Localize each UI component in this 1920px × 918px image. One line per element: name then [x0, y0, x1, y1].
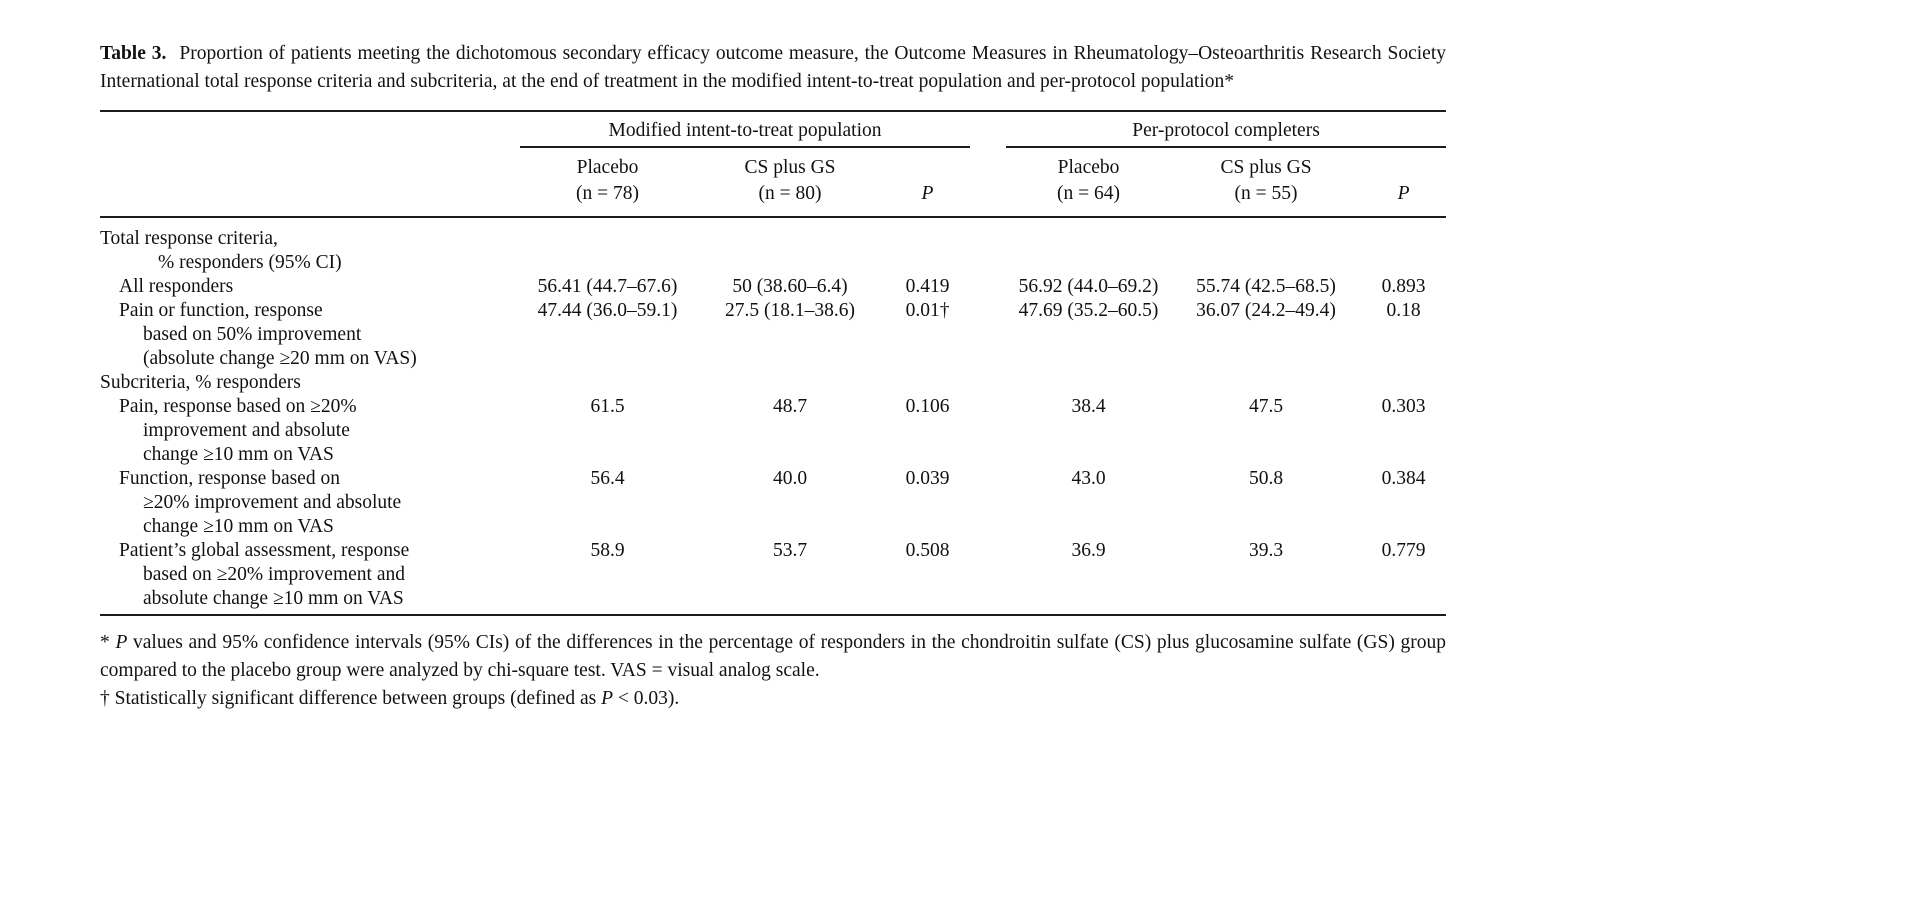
row-label: [100, 275, 520, 299]
row-label: [100, 371, 520, 395]
row-label-line: Subcriteria, % responders: [100, 372, 301, 393]
cell-value: [885, 217, 970, 275]
cell-spacer: [970, 299, 1006, 371]
column-header-label: Placebo: [1057, 157, 1120, 178]
cell-value: 0.779: [1361, 539, 1446, 615]
cell-value: 47.44 (36.0–59.1): [537, 300, 678, 321]
cell-value: 0.039: [905, 468, 950, 489]
cell-value: 43.0: [1071, 468, 1106, 489]
row-label-line: Pain, response based on ≥20%: [119, 396, 357, 417]
cell-value: 61.5: [590, 396, 625, 417]
footnote-text: † Statistically significant difference between groups (defined as: [100, 688, 602, 709]
footnote-text: < 0.03).: [612, 688, 680, 709]
row-label: [100, 299, 520, 371]
cell-value: 58.9: [520, 539, 695, 615]
cell-value: 53.7: [695, 539, 885, 615]
row-label-line: absolute change ≥10 mm on VAS: [143, 588, 404, 609]
table-body: [100, 217, 1446, 615]
row-label: [100, 217, 520, 275]
table-row: [100, 467, 1446, 539]
cell-value: 56.92 (44.0–69.2): [1018, 276, 1159, 297]
cell-value: [885, 371, 970, 395]
table-caption-label: Table 3.: [100, 43, 167, 64]
column-header-label: Placebo: [576, 157, 639, 178]
cell-value: [1006, 371, 1171, 395]
cell-value: 36.07 (24.2–49.4): [1196, 300, 1336, 321]
column-header-pp-p: [1361, 147, 1446, 217]
cell-spacer: [970, 395, 1006, 467]
cell-spacer: [970, 467, 1006, 539]
group-header-spacer: [970, 111, 1006, 147]
row-label-line: change ≥10 mm on VAS: [143, 516, 334, 537]
cell-value: 0.419: [905, 276, 950, 297]
cell-value: [1361, 371, 1446, 395]
row-label-line: % responders (95% CI): [158, 252, 342, 273]
row-label-line: improvement and absolute: [143, 420, 350, 441]
cell-value: 36.9: [1006, 539, 1171, 615]
group-header-empty-cell: [100, 111, 520, 147]
cell-value: 47.69 (35.2–60.5): [1018, 300, 1159, 321]
row-label: [100, 467, 520, 539]
column-header-n: (n = 78): [576, 183, 639, 204]
cell-value: 38.4: [1071, 396, 1106, 417]
row-label-line: based on 50% improvement: [143, 324, 362, 345]
cell-spacer: [970, 539, 1006, 615]
cell-value: 56.4: [590, 468, 625, 489]
column-header-spacer: [970, 147, 1006, 217]
row-label: [100, 395, 520, 467]
table-row: [100, 371, 1446, 395]
cell-value: [695, 371, 885, 395]
cell-value: [1171, 371, 1361, 395]
column-header-empty-cell: [100, 147, 520, 217]
column-header-mitt-placebo: [520, 147, 695, 217]
column-header-pp-placebo: [1006, 147, 1171, 217]
column-header-label: CS plus GS: [1220, 157, 1312, 178]
cell-value: [1171, 217, 1361, 275]
row-label-line: Patient’s global assessment, response: [119, 540, 410, 561]
footnote-text: *: [100, 632, 116, 653]
column-header-mitt-p: [885, 147, 970, 217]
table-row: [100, 299, 1446, 371]
table-row: [100, 275, 1446, 299]
cell-value: 27.5 (18.1–38.6): [725, 300, 855, 321]
table-footnotes: [100, 629, 1446, 713]
column-header-mitt-cs-gs: [695, 147, 885, 217]
cell-value: [1006, 217, 1171, 275]
footnote-italic-term: P: [115, 632, 128, 653]
row-label-line: All responders: [119, 276, 234, 297]
cell-value: 50 (38.60–6.4): [732, 276, 848, 297]
row-label-line: Total response criteria,: [100, 228, 278, 249]
row-label-line: (absolute change ≥20 mm on VAS): [143, 348, 417, 369]
row-label: [100, 539, 520, 615]
cell-value: [520, 217, 695, 275]
column-header-label: P: [921, 183, 934, 204]
cell-value: 0.893: [1381, 276, 1426, 297]
column-header-n: (n = 80): [758, 183, 822, 204]
footnote-text: values and 95% confidence intervals (95% CIs) of the differences in the percentage of responders in the chondroitin sulfate (CS) plus glucosamine sulfate (GS) group compared to the placebo group were analyzed by chi-square test. VAS = visual analog scale.: [100, 632, 1447, 681]
table-caption: [100, 40, 1446, 95]
cell-spacer: [970, 371, 1006, 395]
group-header-pp: Per-protocol completers: [1006, 111, 1446, 147]
table-head: [100, 111, 1446, 217]
row-label-line: ≥20% improvement and absolute: [143, 492, 402, 513]
cell-value: 0.18: [1386, 300, 1421, 321]
table-row: [100, 539, 1446, 615]
cell-value: [1361, 217, 1446, 275]
footnote-2: [100, 685, 1446, 713]
column-header-row: [100, 147, 1446, 217]
column-header-pp-cs-gs: [1171, 147, 1361, 217]
cell-value: 47.5: [1248, 396, 1284, 417]
footnote-italic-term: P: [601, 688, 613, 709]
cell-value: 50.8: [1248, 468, 1284, 489]
cell-value: [695, 217, 885, 275]
row-label-line: based on ≥20% improvement and: [143, 564, 405, 585]
column-header-label: CS plus GS: [744, 157, 836, 178]
column-header-n: (n = 55): [1234, 183, 1298, 204]
cell-value: 48.7: [772, 396, 808, 417]
cell-value: 39.3: [1171, 539, 1361, 615]
row-label-line: change ≥10 mm on VAS: [143, 444, 334, 465]
row-label-line: Function, response based on: [119, 468, 340, 489]
cell-spacer: [970, 217, 1006, 275]
group-header-mitt: Modified intent-to-treat population: [520, 111, 970, 147]
cell-value: 40.0: [772, 468, 808, 489]
cell-spacer: [970, 275, 1006, 299]
footnote-1: [100, 629, 1446, 685]
group-header-row: [100, 111, 1446, 147]
cell-value: 0.106: [905, 396, 950, 417]
article-table-page: [100, 40, 1446, 713]
table-caption-text: Proportion of patients meeting the dichotomous secondary efficacy outcome measure, the Outcome Measures in Rheumatology–Osteoarthritis Research Society International total response criteria and subcriteria, at the end of treatment in the modified intent-to-treat population and per-protocol population*: [100, 43, 1446, 92]
cell-value: 0.303: [1381, 396, 1426, 417]
cell-value: 0.01†: [905, 300, 950, 321]
cell-value: 55.74 (42.5–68.5): [1196, 276, 1336, 297]
results-table: [100, 110, 1446, 616]
cell-value: 0.508: [885, 539, 970, 615]
cell-value: [520, 371, 695, 395]
row-label-line: Pain or function, response: [119, 300, 323, 321]
cell-value: 56.41 (44.7–67.6): [537, 276, 678, 297]
column-header-label: P: [1397, 183, 1410, 204]
column-header-n: (n = 64): [1057, 183, 1121, 204]
table-row: [100, 395, 1446, 467]
cell-value: 0.384: [1381, 468, 1426, 489]
table-row: [100, 217, 1446, 275]
